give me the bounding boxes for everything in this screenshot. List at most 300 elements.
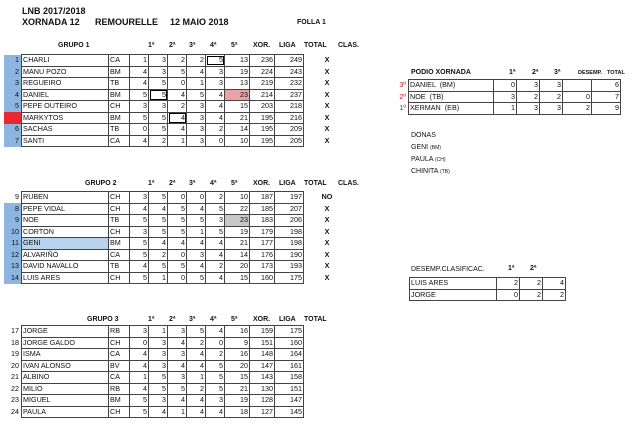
player-name: ISMA xyxy=(22,349,109,361)
podium-value xyxy=(563,80,592,92)
league-score: 195 xyxy=(250,135,275,147)
row-position: 20 xyxy=(11,360,19,370)
club-code: TB xyxy=(109,124,130,136)
game-score: 4 xyxy=(206,89,225,101)
league-score: 195 xyxy=(250,124,275,136)
podium-club: (BM) xyxy=(435,80,456,90)
game-score: 4 xyxy=(206,326,225,338)
game-score: 2 xyxy=(206,261,225,273)
classified-mark: X xyxy=(324,89,330,99)
group2-title: GRUPO 2 xyxy=(85,180,117,187)
player-name: MARKYTOS xyxy=(22,112,109,124)
game-score: 3 xyxy=(149,101,168,113)
table-row xyxy=(4,55,350,67)
league-score: 224 xyxy=(250,66,275,78)
total-score: 164 xyxy=(275,349,304,361)
game-score: 4 xyxy=(206,406,225,418)
game-score: 4 xyxy=(187,395,206,407)
round-score: 19 xyxy=(225,66,250,78)
league-score: 187 xyxy=(250,192,275,204)
club-code: RB xyxy=(109,326,130,338)
round-score: 19 xyxy=(225,226,250,238)
venue-label: REMOURELLE xyxy=(95,17,158,27)
total-score: 145 xyxy=(275,406,304,418)
desemp-value: 2 xyxy=(543,289,566,301)
table-row xyxy=(4,383,304,395)
player-name: SANTI xyxy=(22,135,109,147)
podium-player-name: XERMAN xyxy=(410,103,441,113)
game-score: 0 xyxy=(130,337,149,349)
game-score: 4 xyxy=(187,360,206,372)
total-score: 193 xyxy=(275,261,304,273)
game-score: 3 xyxy=(206,66,225,78)
row-position: 3 xyxy=(4,78,22,90)
game-score: 5 xyxy=(149,89,168,101)
podium-player-name: DANIEL xyxy=(410,80,436,90)
round-score: 14 xyxy=(225,124,250,136)
game-score: 5 xyxy=(206,383,225,395)
league-score: 159 xyxy=(250,326,275,338)
game-score: 3 xyxy=(168,326,187,338)
round-score: 23 xyxy=(225,89,250,101)
league-score: 147 xyxy=(250,360,275,372)
podium-value: 6 xyxy=(592,80,621,92)
row-position: 13 xyxy=(4,261,22,273)
desemp-name: JORGE xyxy=(410,289,497,301)
total-score: 205 xyxy=(275,135,304,147)
game-score: 3 xyxy=(149,360,168,372)
row-position: 19 xyxy=(11,349,19,359)
game-score: 2 xyxy=(206,192,225,204)
table-row xyxy=(4,226,350,238)
league-score: 151 xyxy=(250,337,275,349)
game-score: 3 xyxy=(168,372,187,384)
row-position: 17 xyxy=(11,326,19,336)
player-name: LUIS ARES xyxy=(22,272,109,284)
game-score: 3 xyxy=(149,66,168,78)
table-row xyxy=(4,101,350,113)
podium-value: 0 xyxy=(494,80,517,92)
game-score: 4 xyxy=(130,203,149,215)
player-name: REGUEIRO xyxy=(22,78,109,90)
player-name: PEPE OUTEIRO xyxy=(22,101,109,113)
game-score: 4 xyxy=(187,406,206,418)
club-code: BM xyxy=(109,395,130,407)
table-row xyxy=(4,238,350,250)
table-row xyxy=(385,80,621,92)
row-position: 14 xyxy=(4,272,22,284)
round-score: 21 xyxy=(225,238,250,250)
total-score: 218 xyxy=(275,101,304,113)
game-score: 2 xyxy=(187,383,206,395)
league-score: 127 xyxy=(250,406,275,418)
classified-mark: X xyxy=(324,238,330,248)
game-score: 0 xyxy=(168,78,187,90)
total-score: 209 xyxy=(275,124,304,136)
desemp-value: 0 xyxy=(497,289,520,301)
classified-mark: X xyxy=(324,124,330,134)
game-score: 4 xyxy=(187,203,206,215)
classified-mark: X xyxy=(324,215,330,225)
round-score: 15 xyxy=(225,372,250,384)
table-row xyxy=(385,103,621,115)
row-position: 4 xyxy=(4,89,22,101)
row-position: 22 xyxy=(11,383,19,393)
game-score: 5 xyxy=(206,203,225,215)
podium-name xyxy=(409,103,494,115)
table-row xyxy=(4,326,304,338)
classified-mark: X xyxy=(324,261,330,271)
game-score: 1 xyxy=(130,55,149,67)
podium-value: 3 xyxy=(517,103,540,115)
player-name: RUBEN xyxy=(22,192,109,204)
game-score: 5 xyxy=(149,372,168,384)
club-code: CA xyxy=(109,135,130,147)
game-score: 4 xyxy=(168,395,187,407)
league-score: 160 xyxy=(250,272,275,284)
total-score: 249 xyxy=(275,55,304,67)
game-score: 0 xyxy=(187,192,206,204)
podium-value: 3 xyxy=(517,80,540,92)
total-score: 198 xyxy=(275,226,304,238)
club-code: CA xyxy=(109,372,130,384)
row-position: 10 xyxy=(4,226,22,238)
group1-title: GRUPO 1 xyxy=(58,42,90,49)
club-code: CH xyxy=(109,101,130,113)
podium-name xyxy=(409,80,494,92)
game-score: 5 xyxy=(187,272,206,284)
league-score: 143 xyxy=(250,372,275,384)
game-score: 4 xyxy=(130,78,149,90)
table-row xyxy=(4,112,350,124)
total-score: 197 xyxy=(275,192,304,204)
league-score: 173 xyxy=(250,261,275,273)
game-score: 4 xyxy=(206,249,225,261)
league-score: 236 xyxy=(250,55,275,67)
game-score: 4 xyxy=(206,101,225,113)
club-code: BV xyxy=(109,360,130,372)
league-score: 195 xyxy=(250,112,275,124)
game-score: 2 xyxy=(187,55,206,67)
table-row xyxy=(385,91,621,103)
game-score: 4 xyxy=(187,261,206,273)
round-score: 22 xyxy=(225,203,250,215)
desemp-name: LUIS ARES xyxy=(410,278,497,290)
desemp-value: 2 xyxy=(497,278,520,290)
row-position xyxy=(4,112,22,124)
row-position: 24 xyxy=(11,406,19,416)
game-score: 5 xyxy=(130,272,149,284)
podium-value: 0 xyxy=(563,91,592,103)
group3-title: GRUPO 3 xyxy=(87,316,119,323)
podium-club: (EB) xyxy=(440,103,460,113)
club-code: TB xyxy=(109,78,130,90)
table-row xyxy=(4,135,350,147)
table-row xyxy=(4,249,350,261)
total-score: 206 xyxy=(275,215,304,227)
total-score: 243 xyxy=(275,66,304,78)
club-code: BM xyxy=(109,89,130,101)
table-row xyxy=(4,203,350,215)
game-score: 4 xyxy=(187,349,206,361)
league-score: 219 xyxy=(250,78,275,90)
game-score: 5 xyxy=(206,55,225,67)
table-row xyxy=(4,78,350,90)
league-score: 130 xyxy=(250,383,275,395)
row-position: 6 xyxy=(4,124,22,136)
total-score: 237 xyxy=(275,89,304,101)
player-name: MIGUEL xyxy=(22,395,109,407)
game-score: 1 xyxy=(149,272,168,284)
game-score: 3 xyxy=(130,192,149,204)
round-score: 15 xyxy=(225,272,250,284)
club-code: BM xyxy=(109,112,130,124)
round-score: 15 xyxy=(225,101,250,113)
round-score: 18 xyxy=(225,406,250,418)
podium-place: 3º xyxy=(399,80,406,90)
game-score: 4 xyxy=(168,112,187,124)
game-score: 2 xyxy=(187,337,206,349)
game-score: 5 xyxy=(130,249,149,261)
row-position: 5 xyxy=(4,101,22,113)
game-score: 4 xyxy=(168,360,187,372)
player-name: ALBINO xyxy=(22,372,109,384)
player-name: ALVARIÑO xyxy=(22,249,109,261)
total-score: 216 xyxy=(275,112,304,124)
total-score: 232 xyxy=(275,78,304,90)
game-score: 5 xyxy=(130,406,149,418)
game-score: 3 xyxy=(149,55,168,67)
game-score: 3 xyxy=(168,349,187,361)
game-score: 1 xyxy=(187,372,206,384)
game-score: 5 xyxy=(130,238,149,250)
podium-player-name: NOE xyxy=(410,91,426,101)
player-name: NOE xyxy=(22,215,109,227)
game-score: 2 xyxy=(206,124,225,136)
league-score: 185 xyxy=(250,203,275,215)
table-row xyxy=(4,215,350,227)
game-score: 3 xyxy=(130,326,149,338)
game-score: 5 xyxy=(149,383,168,395)
player-name: DAVID NAVALLO xyxy=(22,261,109,273)
league-score: 203 xyxy=(250,101,275,113)
game-score: 5 xyxy=(168,383,187,395)
player-name: CORTON xyxy=(22,226,109,238)
table-row xyxy=(4,406,304,418)
game-score: 3 xyxy=(187,249,206,261)
game-score: 3 xyxy=(206,395,225,407)
row-position: 9 xyxy=(15,192,19,202)
table-row xyxy=(4,349,304,361)
total-score: 147 xyxy=(275,395,304,407)
game-score: 5 xyxy=(149,192,168,204)
table-row xyxy=(4,372,304,384)
classified-mark: X xyxy=(324,112,330,122)
game-score: 1 xyxy=(149,326,168,338)
game-score: 4 xyxy=(168,238,187,250)
game-score: 4 xyxy=(168,337,187,349)
club-code: RB xyxy=(109,383,130,395)
round-score: 16 xyxy=(225,326,250,338)
podium-value: 2 xyxy=(517,91,540,103)
game-score: 2 xyxy=(168,55,187,67)
game-score: 3 xyxy=(149,349,168,361)
game-score: 5 xyxy=(168,203,187,215)
desemp-value: 2 xyxy=(520,289,543,301)
game-score: 3 xyxy=(187,101,206,113)
game-score: 5 xyxy=(168,215,187,227)
donas-item: CHINITA (TB) xyxy=(411,168,450,175)
podium-value: 3 xyxy=(540,103,563,115)
round-score: 21 xyxy=(225,112,250,124)
game-score: 2 xyxy=(206,349,225,361)
player-name: PAULA xyxy=(22,406,109,418)
desemp-title: DESEMP.CLASIFICAC. xyxy=(411,266,485,273)
game-score: 5 xyxy=(168,261,187,273)
podium-value: 1 xyxy=(494,103,517,115)
game-score: 5 xyxy=(149,124,168,136)
league-score: 176 xyxy=(250,249,275,261)
row-position: 8 xyxy=(4,203,22,215)
table-row xyxy=(410,289,566,301)
podium-value: 2 xyxy=(563,103,592,115)
game-score: 4 xyxy=(206,238,225,250)
total-score: 175 xyxy=(275,272,304,284)
game-score: 5 xyxy=(187,89,206,101)
total-score: 175 xyxy=(275,326,304,338)
row-position: 18 xyxy=(11,337,19,347)
game-score: 5 xyxy=(149,215,168,227)
table-row xyxy=(4,272,350,284)
club-code: CH xyxy=(109,192,130,204)
donas-item: PAULA (CH) xyxy=(411,156,446,163)
game-score: 5 xyxy=(130,395,149,407)
round-score: 10 xyxy=(225,192,250,204)
player-name: DANIEL xyxy=(22,89,109,101)
club-code: BM xyxy=(109,238,130,250)
game-score: 4 xyxy=(130,66,149,78)
game-score: 5 xyxy=(149,78,168,90)
podium-title: PODIO XORNADA xyxy=(411,69,471,76)
row-position: 21 xyxy=(11,372,19,382)
player-name: GENI xyxy=(22,238,109,250)
podium-place: 1º xyxy=(399,103,406,113)
podium-name xyxy=(409,91,494,103)
podium-value: 7 xyxy=(592,91,621,103)
game-score: 4 xyxy=(187,66,206,78)
game-score: 5 xyxy=(130,89,149,101)
game-score: 1 xyxy=(187,78,206,90)
game-score: 0 xyxy=(206,337,225,349)
classified-mark: X xyxy=(324,101,330,111)
game-score: 3 xyxy=(149,395,168,407)
round-score: 16 xyxy=(225,349,250,361)
club-code: CH xyxy=(109,203,130,215)
group1-table xyxy=(4,54,350,147)
game-score: 2 xyxy=(149,135,168,147)
total-score: 198 xyxy=(275,238,304,250)
total-score: 207 xyxy=(275,203,304,215)
game-score: 4 xyxy=(130,349,149,361)
round-score: 13 xyxy=(225,78,250,90)
game-score: 0 xyxy=(168,249,187,261)
player-name: MILIO xyxy=(22,383,109,395)
player-name: MANU POZO xyxy=(22,66,109,78)
round-score: 9 xyxy=(225,337,250,349)
sheet-label: FOLLA 1 xyxy=(297,19,326,26)
podium-value: 3 xyxy=(494,91,517,103)
game-score: 2 xyxy=(149,249,168,261)
group3-table xyxy=(4,325,304,418)
club-code: CH xyxy=(109,272,130,284)
game-score: 5 xyxy=(149,261,168,273)
game-score: 5 xyxy=(130,215,149,227)
round-score: 14 xyxy=(225,249,250,261)
club-code: CA xyxy=(109,349,130,361)
game-score: 5 xyxy=(168,66,187,78)
game-score: 0 xyxy=(130,124,149,136)
player-name: CHARLI xyxy=(22,55,109,67)
table-row xyxy=(410,278,566,290)
classified-mark: X xyxy=(324,55,330,65)
desemp-value: 2 xyxy=(520,278,543,290)
game-score: 3 xyxy=(206,215,225,227)
table-row xyxy=(4,66,350,78)
game-score: 0 xyxy=(168,192,187,204)
game-score: 1 xyxy=(187,226,206,238)
game-score: 4 xyxy=(130,261,149,273)
round-score: 20 xyxy=(225,360,250,372)
game-score: 4 xyxy=(130,360,149,372)
game-score: 3 xyxy=(187,135,206,147)
game-score: 0 xyxy=(206,135,225,147)
game-score: 4 xyxy=(168,89,187,101)
game-score: 4 xyxy=(206,272,225,284)
game-score: 5 xyxy=(149,112,168,124)
podium-value: 3 xyxy=(540,80,563,92)
podium-place: 2º xyxy=(399,91,406,101)
league-score: 214 xyxy=(250,89,275,101)
classified-mark: X xyxy=(324,135,330,145)
round-score: 19 xyxy=(225,395,250,407)
club-code: CA xyxy=(109,249,130,261)
game-score: 0 xyxy=(168,272,187,284)
total-score: 160 xyxy=(275,337,304,349)
classified-mark: X xyxy=(324,78,330,88)
game-score: 4 xyxy=(130,383,149,395)
classified-mark: X xyxy=(324,203,330,213)
game-score: 4 xyxy=(130,135,149,147)
table-row xyxy=(4,192,350,204)
league-score: 128 xyxy=(250,395,275,407)
game-score: 4 xyxy=(168,124,187,136)
podium-club: (TB) xyxy=(425,91,444,101)
player-name: JORGE xyxy=(22,326,109,338)
club-code: TB xyxy=(109,261,130,273)
donas-title: DONAS xyxy=(411,132,436,139)
table-row xyxy=(4,395,304,407)
game-score: 5 xyxy=(206,226,225,238)
game-score: 1 xyxy=(168,406,187,418)
season-title: LNB 2017/2018 xyxy=(22,6,86,16)
game-score: 4 xyxy=(149,238,168,250)
game-score: 5 xyxy=(149,226,168,238)
round-label: XORNADA 12 xyxy=(22,17,80,27)
player-name: JORGE GALDO xyxy=(22,337,109,349)
game-score: 1 xyxy=(130,372,149,384)
desemp-value: 4 xyxy=(543,278,566,290)
row-position: 9 xyxy=(4,215,22,227)
